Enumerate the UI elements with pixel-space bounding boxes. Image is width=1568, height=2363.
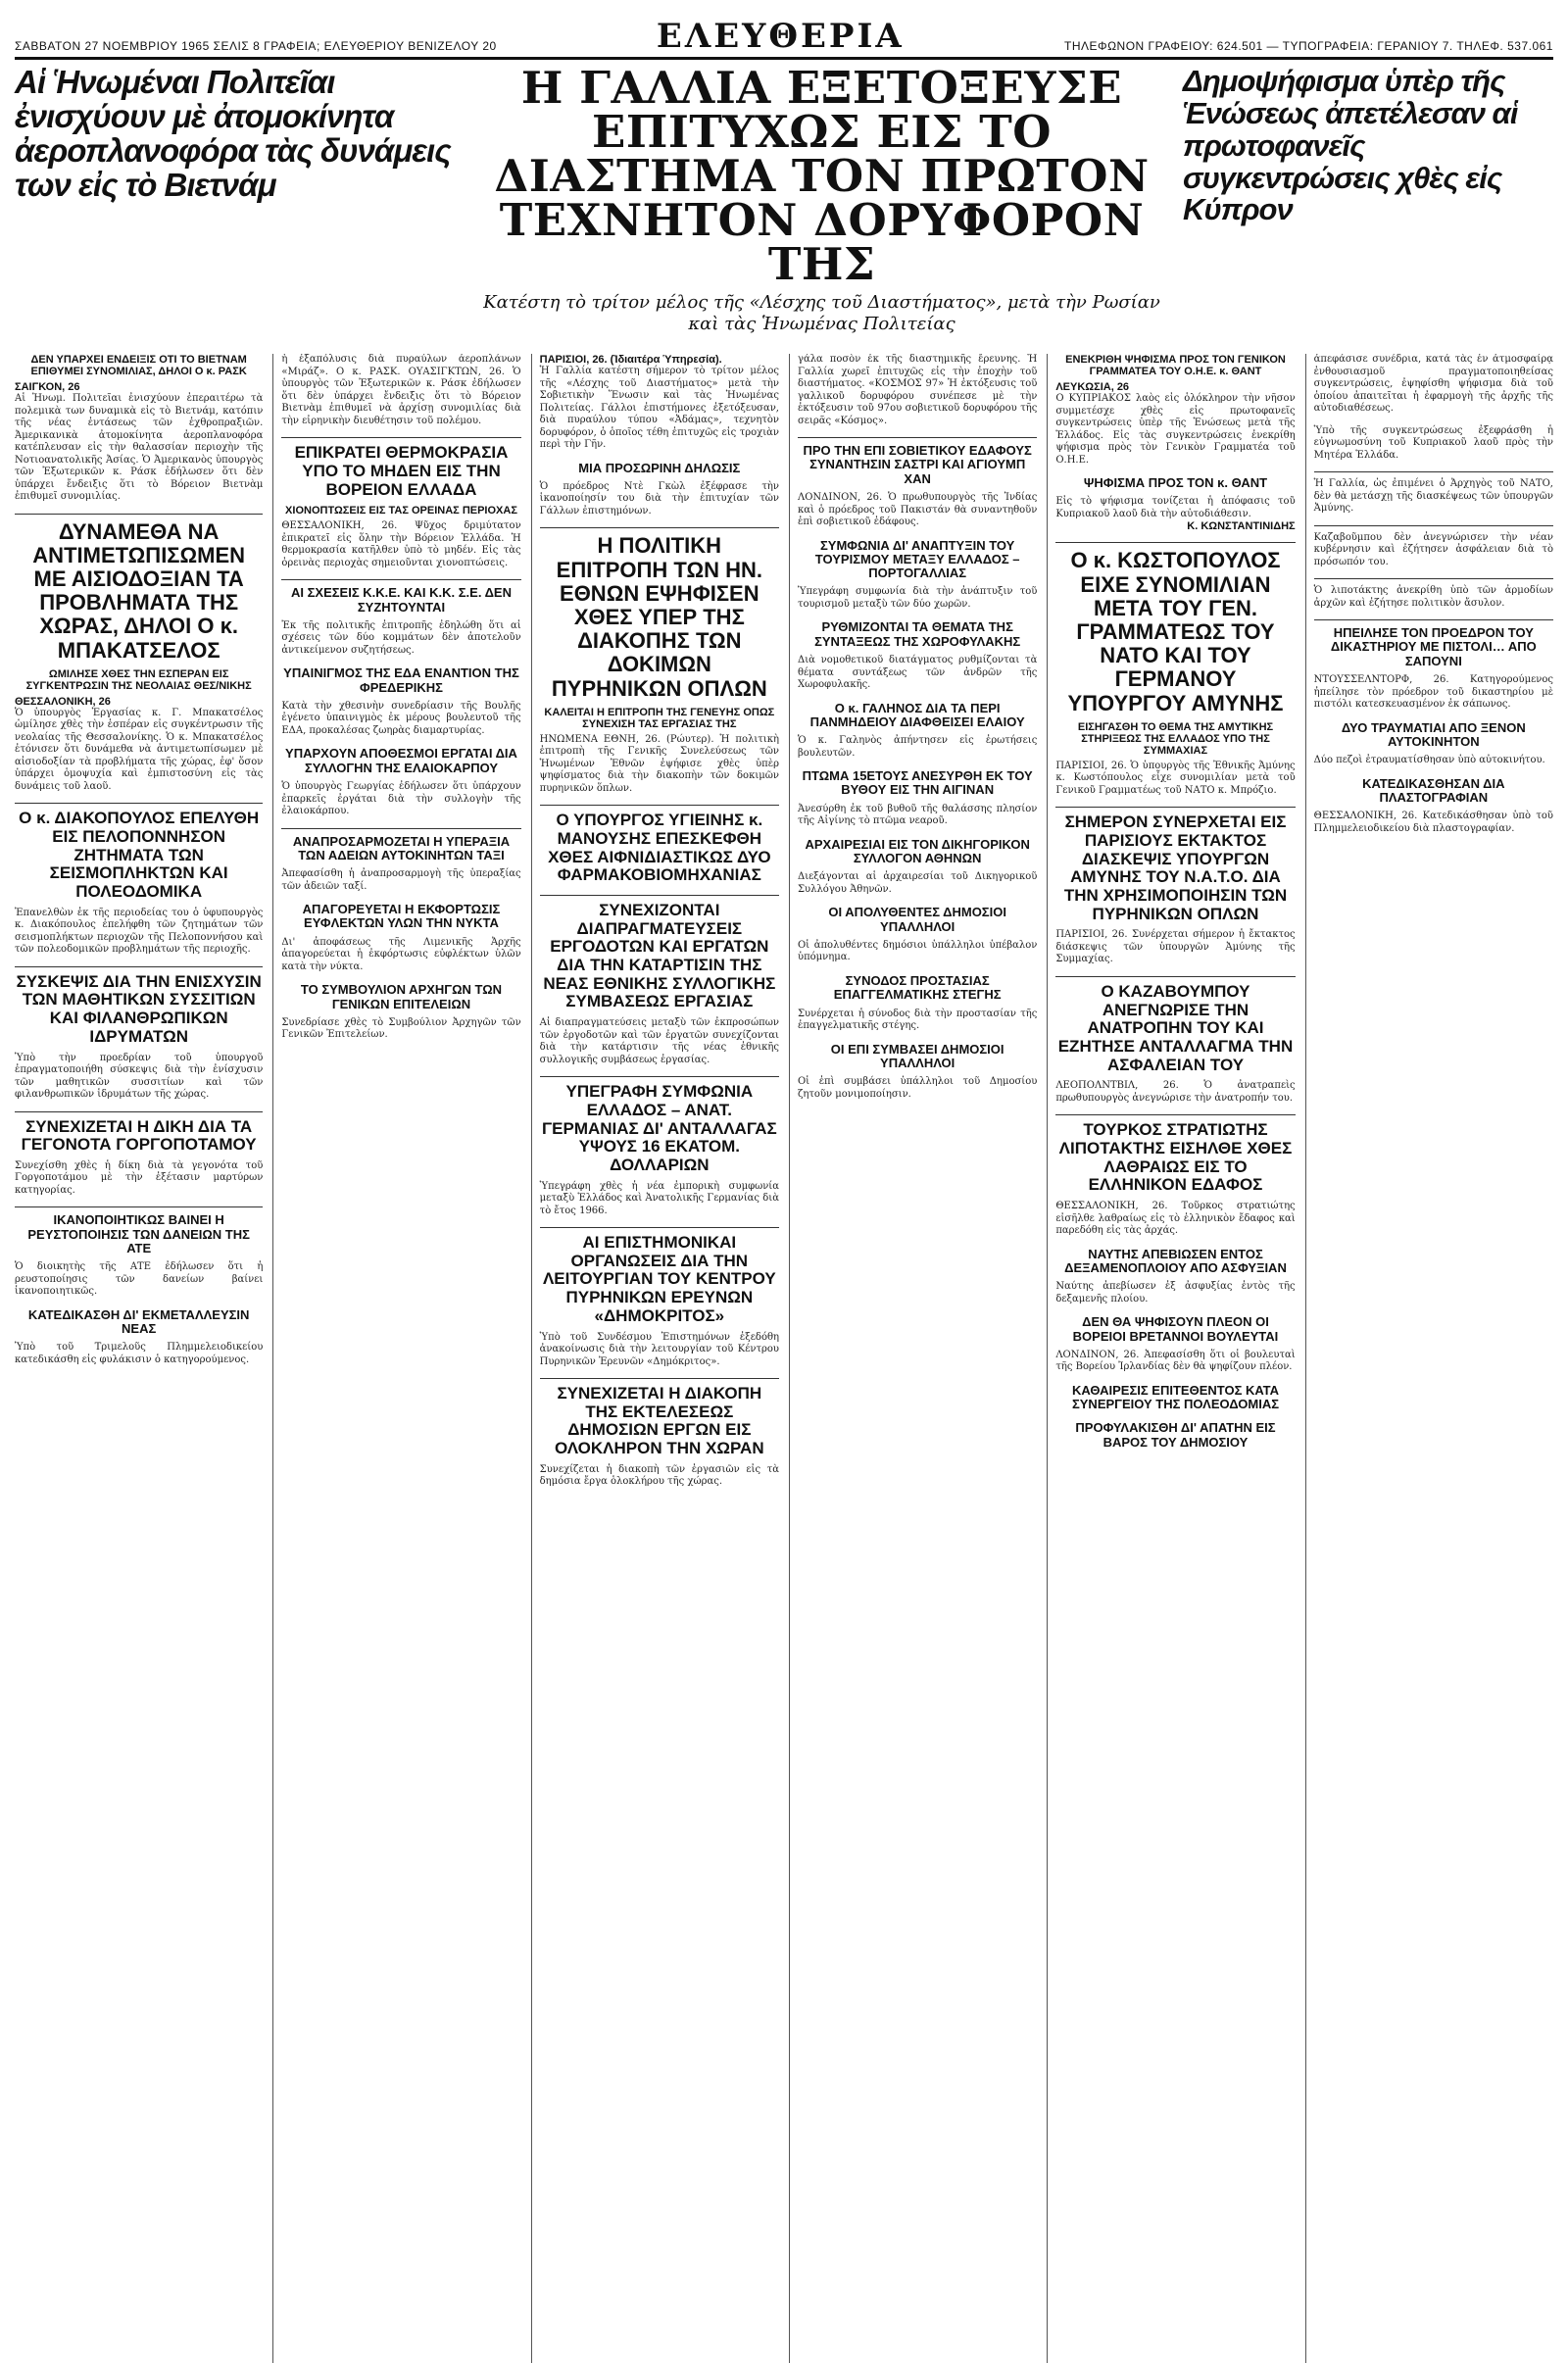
article-body: ΛΕΟΠΟΛΝΤΒΙΛ, 26. Ὁ ἀνατραπεὶς πρωθυπουργὸς ἀνεγνώρισε τὴν ἀνατροπήν του. (1055, 1080, 1296, 1104)
article-body: Ναύτης ἀπεβίωσεν ἐξ ἀσφυξίας ἐντὸς τῆς δεξαμενῆς πλοίου. (1055, 1281, 1296, 1305)
article-headline: Ο κ. ΚΩΣΤΟΠΟΥΛΟΣ ΕΙΧΕ ΣΥΝΟΜΙΛΙΑΝ ΜΕΤΑ ΤΟΥ ΓΕΝ. ΓΡΑΜΜΑΤΕΩΣ ΤΟΥ ΝΑΤΟ ΚΑΙ ΤΟΥ ΓΕΡΜΑΝΟΥ ΥΠΟΥΡΓΟΥ ΑΜΥΝΗΣ (1067, 548, 1284, 715)
article-conviction (15, 1308, 263, 1367)
divider (281, 437, 520, 438)
article-town-planning (1055, 1384, 1295, 1412)
divider (1055, 1114, 1295, 1115)
article-body: Δύο πεζοὶ ἐτραυματίσθησαν ὑπὸ αὐτοκινήτου. (1313, 755, 1545, 766)
newspaper-page (15, 14, 1553, 2268)
divider (540, 1378, 779, 1379)
article-headline: ΚΑΤΕΔΙΚΑΣΘΗ ΔΙ' ΕΚΜΕΤΑΛΛΕΥΣΙΝ ΝΕΑΣ (27, 1306, 250, 1337)
divider (1314, 471, 1553, 472)
article-ate-loans (15, 1213, 263, 1298)
article-body: Καζαβοῦμπου δὲν ἀνεγνώρισεν τὴν νέαν κυβέρνησιν καὶ ἐζήτησεν ἀσφάλειαν διὰ τὸ πρόσωπόν του. (1313, 531, 1553, 567)
column-3 (531, 354, 779, 2363)
article-soap-pistol (1314, 626, 1553, 711)
article-kosmos (798, 354, 1037, 427)
article-headline: ΑΙ ΣΧΕΣΕΙΣ Κ.Κ.Ε. ΚΑΙ Κ.Κ. Σ.Ε. ΔΕΝ ΣΥΖΗΤΟΥΝΤΑΙ (290, 585, 512, 615)
article-ulster-mps (1055, 1315, 1295, 1374)
article-dismissed-staff (798, 906, 1037, 964)
article-body: ΝΤΟΥΣΣΕΛΝΤΟΡΦ, 26. Κατηγορούμενος ἠπείλησε τὸν πρόεδρον τοῦ δικαστηρίου μὲ πιστόλι κατεσκευασμένον ἐκ σάπωνος. (1313, 674, 1553, 711)
article-headline: ΠΡΟ ΤΗΝ ΕΠΙ ΣΟΒΙΕΤΙΚΟΥ ΕΔΑΦΟΥΣ ΣΥΝΑΝΤΗΣΙΝ ΣΑΣΤΡΙ ΚΑΙ ΑΓΙΟΥΜΠ ΧΑΝ (803, 443, 1032, 486)
article-deserter-cont (1314, 585, 1553, 610)
column-5 (1047, 354, 1295, 2363)
article-body: Ἐκ τῆς πολιτικῆς ἐπιτροπῆς ἐδηλώθη ὅτι αἱ σχέσεις τῶν δύο κομμάτων δὲν ἀποτελοῦν ἀντικείμενον συζητήσεως. (281, 619, 521, 656)
article-body: Ὁ κ. Γαληνὸς ἀπήντησεν εἰς ἐρωτήσεις βουλευτῶν. (797, 735, 1038, 759)
article-body: ἀπεφάσισε συνέδρια, κατά τὰς ἐν ἀτμοσφαίρᾳ ἐνθουσιασμοῦ πραγματοποιηθείσας συγκεντρώσεις, ἐψηφίσθη ψήφισμα διὰ τοῦ ὁποίου ἀπαιτεῖται ἡ ἐφαρμογὴ τῆς ἀρχῆς τῆς αὐτοδιαθέσεως. (1313, 354, 1553, 415)
article-body: ΛΟΝΔΙΝΟΝ, 26. Ὁ πρωθυπουργὸς τῆς Ἰνδίας καὶ ὁ πρόεδρος τοῦ Πακιστάν θὰ συναντηθοῦν ἐπὶ σοβιετικοῦ ἐδάφους. (797, 492, 1038, 528)
article-subheadline: ΔΕΝ ΥΠΑΡΧΕΙ ΕΝΔΕΙΞΙΣ ΟΤΙ ΤΟ ΒΙΕΤΝΑΜ ΕΠΙΘΥΜΕΙ ΣΥΝΟΜΙΛΙΑΣ, ΔΗΛΟΙ Ο κ. ΡΑΣΚ (30, 354, 247, 378)
article-body: Διὰ νομοθετικοῦ διατάγματος ρυθμίζονται τὰ θέματα συντάξεως τῶν ἀνδρῶν τῆς Χωροφυλακῆς. (797, 655, 1038, 691)
divider (1055, 542, 1295, 543)
article-headline: ΔΥΟ ΤΡΑΥΜΑΤΙΑΙ ΑΠΟ ΞΕΝΟΝ ΑΥΤΟΚΙΝΗΤΟΝ (1341, 719, 1526, 749)
article-labor (540, 902, 779, 1066)
divider (281, 579, 520, 580)
divider (798, 437, 1037, 438)
divider (281, 828, 520, 829)
article-headline: Η ΠΟΛΙΤΙΚΗ ΕΠΙΤΡΟΠΗ ΤΩΝ ΗΝ. ΕΘΝΩΝ ΕΨΗΦΙΣΕΝ ΧΘΕΣ ΥΠΕΡ ΤΗΣ ΔΙΑΚΟΠΗΣ ΤΩΝ ΔΟΚΙΜΩΝ ΠΥΡΗΝΙΚΩΝ ΟΠΛΩΝ (551, 533, 767, 701)
article-subheadline: ΕΙΣΗΓΑΣΘΗ ΤΟ ΘΕΜΑ ΤΗΣ ΑΜΥΤΙΚΗΣ ΣΤΗΡΙΞΕΩΣ ΤΗΣ ΕΛΛΑΔΟΣ ΥΠΟ ΤΗΣ ΣΥΜΜΑΧΙΑΣ (1077, 720, 1274, 757)
article-forgery (1314, 777, 1553, 836)
article-headline: ΥΠΕΓΡΑΦΗ ΣΥΜΦΩΝΙΑ ΕΛΛΑΔΟΣ – ΑΝΑΤ. ΓΕΡΜΑΝΙΑΣ ΔΙ' ΑΝΤΑΛΛΑΓΑΣ ΥΨΟΥΣ 16 ΕΚΑΤΟΜ. ΔΟΛΛΑΡΙΩΝ (541, 1082, 777, 1174)
article-headline: Ο κ. ΓΑΛΗΝΟΣ ΔΙΑ ΤΑ ΠΕΡΙ ΠΑΝΜΗΔΕΙΟΥ ΔΙΑΦΘΕΙΣΕΙ ΕΛΑΙΟΥ (809, 700, 1025, 729)
article-demokritos (540, 1234, 779, 1368)
article-body: Ὑπὸ τοῦ Τριμελοῦς Πλημμελειοδικείου κατεδικάσθη εἰς φυλάκισιν ὁ κατηγορούμενος. (15, 1342, 264, 1365)
article-taxi (281, 835, 520, 894)
column-1 (15, 354, 263, 2363)
column-4 (789, 354, 1037, 2363)
article-body: Συνεχίζεται ἡ διακοπὴ τῶν ἐργασιῶν εἰς τὰ δημόσια ἔργα ὁλοκλήρου τῆς χώρας. (539, 1463, 779, 1488)
masthead-dateline: ΣΑΒΒΑΤΟΝ 27 ΝΟΕΜΒΡΙΟΥ 1965 ΣΕΛΙΣ 8 ΓΡΑΦΕΙΑ; ΕΛΕΥΘΕΡΙΟΥ ΒΕΝΙΖΕΛΟΥ 20 (15, 39, 497, 53)
article-bar-elections (798, 838, 1037, 897)
article-gdr-agreement (540, 1083, 779, 1217)
article-bakatselos (15, 520, 263, 794)
article-body: γάλα ποσὸν ἐκ τῆς διαστημικῆς ἔρευνης. Ἡ Γαλλία χωρεῖ ἐπιτυχῶς εἰς τὴν ἐποχὴν τοῦ διαστήματος. «ΚΟΣΜΟΣ 97» Ἡ ἐκτόξευσις τοῦ γαλλικοῦ δορυφόρου συνέπεσε μὲ τὴν ἐκτόξευσιν τοῦ 97ου σοβιετικοῦ δορυφόρου τῆς σειρᾶς «Κόσμος». (797, 354, 1038, 426)
article-body: ΘΕΣΣΑΛΟΝΙΚΗ, 26. Κατεδικάσθησαν ὑπὸ τοῦ Πλημμελειοδικείου διὰ πλαστογραφίαν. (1313, 811, 1553, 834)
article-headline: ΑΠΑΓΟΡΕΥΕΤΑΙ Η ΕΚΦΟΡΤΩΣΙΣ ΕΥΦΛΕΚΤΩΝ ΥΛΩΝ ΤΗΝ ΝΥΚΤΑ (302, 902, 501, 931)
article-headline: ΥΠΑΙΝΙΓΜΟΣ ΤΗΣ ΕΔΑ ΕΝΑΝΤΙΟΝ ΤΗΣ ΦΡΕΔΕΡΙΚΗΣ (283, 665, 519, 695)
article-gorgopotamos (15, 1118, 263, 1198)
article-dateline: ΛΕΥΚΩΣΙΑ, 26 (1055, 381, 1130, 394)
article-turkish-deserter (1055, 1121, 1295, 1237)
article-headline: ΣΥΣΚΕΨΙΣ ΔΙΑ ΤΗΝ ΕΝΙΣΧΥΣΙΝ ΤΩΝ ΜΑΘΗΤΙΚΩΝ ΣΥΣΣΙΤΙΩΝ ΚΑΙ ΦΙΛΑΝΘΡΩΠΙΚΩΝ ΙΔΡΥΜΑΤΩΝ (16, 971, 262, 1046)
article-headline: ΟΙ ΕΠΙ ΣΥΜΒΑΣΕΙ ΔΗΜΟΣΙΟΙ ΥΠΑΛΛΗΛΟΙ (830, 1041, 1004, 1070)
article-headline: ΠΡΟΦΥΛΑΚΙΣΘΗ ΔΙ' ΑΠΑΤΗΝ ΕΙΣ ΒΑΡΟΣ ΤΟΥ ΔΗΜΟΣΙΟΥ (1075, 1420, 1276, 1450)
article-meals (15, 973, 263, 1102)
article-body: Διεξάγονται αἱ ἀρχαιρεσίαι τοῦ Δικηγορικοῦ Συλλόγου Ἀθηνῶν. (797, 871, 1038, 895)
article-headline: ΜΙΑ ΠΡΟΣΩΡΙΝΗ ΔΗΛΩΣΙΣ (578, 460, 741, 475)
article-vietnam (15, 354, 263, 504)
article-headline: ΣΥΝΕΧΙΖΕΤΑΙ Η ΔΙΑΚΟΠΗ ΤΗΣ ΕΚΤΕΛΕΣΕΩΣ ΔΗΜΟΣΙΩΝ ΕΡΓΩΝ ΕΙΣ ΟΛΟΚΛΗΡΟΝ ΤΗΝ ΧΩΡΑΝ (555, 1384, 764, 1458)
newspaper-title: ΕΛΕΥΘΕΡΙΑ (656, 17, 905, 56)
article-headline: ΡΥΘΜΙΖΟΝΤΑΙ ΤΑ ΘΕΜΑΤΑ ΤΗΣ ΣΥΝΤΑΞΕΩΣ ΤΗΣ ΧΩΡΟΦΥΛΑΚΗΣ (814, 619, 1021, 649)
article-degaulle (540, 462, 779, 518)
article-body: Κατὰ τὴν χθεσινὴν συνεδρίασιν τῆς Βουλῆς ἐγένετο ὑπαινιγμὸς ἐκ μέρους βουλευτοῦ τῆς ΕΔΑ, προκαλέσας ζωηρὰς διαμαρτυρίας. (281, 700, 521, 736)
article-headline: ΣΗΜΕΡΟΝ ΣΥΝΕΡΧΕΤΑΙ ΕΙΣ ΠΑΡΙΣΙΟΥΣ ΕΚΤΑΚΤΟΣ ΔΙΑΣΚΕΨΙΣ ΥΠΟΥΡΓΩΝ ΑΜΥΝΗΣ ΤΟΥ Ν.Α.Τ.Ο. ΔΙΑ ΤΗΝ ΧΡΗΣΙΜΟΠΟΙΗΣΙΝ ΤΩΝ ΠΥΡΗΝΙΚΩΝ ΟΠΛΩΝ (1063, 812, 1288, 923)
article-staff-council (281, 983, 520, 1042)
article-sailor (1055, 1248, 1295, 1306)
article-cyprus (1055, 354, 1295, 467)
article-headline: ΕΠΙΚΡΑΤΕΙ ΘΕΡΜΟΚΡΑΣΙΑ ΥΠΟ ΤΟ ΜΗΔΕΝ ΕΙΣ ΤΗΝ ΒΟΡΕΙΟΝ ΕΛΛΑΔΑ (294, 443, 509, 499)
article-headline: ΥΠΑΡΧΟΥΝ ΑΠΟΘΕΣΜΟΙ ΕΡΓΑΤΑΙ ΔΙΑ ΣΥΛΛΟΓΗΝ ΤΗΣ ΕΛΑΙΟΚΑΡΠΟΥ (285, 746, 517, 775)
article-fraud (1055, 1421, 1295, 1450)
lead-story-subheadline: Κατέστη τὸ τρίτον μέλος τῆς «Λέσχης τοῦ Διαστήματος», μετὰ τὴν Ρωσίαν καὶ τὰς Ἡνωμένας Πολιτείας (483, 292, 1160, 334)
masthead (15, 14, 1553, 60)
article-headline: ΝΑΥΤΗΣ ΑΠΕΒΙΩΣΕΝ ΕΝΤΟΣ ΔΕΞΑΜΕΝΟΠΛΟΙΟΥ ΑΠΟ ΑΣΦΥΞΙΑΝ (1064, 1246, 1287, 1275)
article-dateline: ΠΑΡΙΣΙΟΙ, 26. (Ἰδιαιτέρα Ὑπηρεσία). (539, 354, 722, 367)
article-body: Ὁ ὑπουργὸς Ἐργασίας κ. Γ. Μπακατσέλος ὡμίλησε χθὲς τὴν ἑσπέραν εἰς συγκέντρωσιν τῆς νεολαίας τῆς Θεσσαλονίκης. Ὁ κ. Μπακατσέλος ἐτόνισεν ὅτι δυνάμεθα νὰ ἀντιμετωπίσωμεν μὲ αἰσιοδοξίαν τὰ προβλήματα τῆς χώρας, ἐφ' ὅσον ὑπάρχει ὁμοψυχία καὶ ἐμπιστοσύνη εἰς τὰς δυνάμεις τοῦ λαοῦ. (15, 707, 264, 792)
article-thant-resolution (1055, 476, 1295, 532)
divider (540, 1227, 779, 1228)
article-public-works (540, 1385, 779, 1489)
article-signature: Κ. ΚΩΝΣΤΑΝΤΙΝΙΔΗΣ (1187, 520, 1296, 533)
article-subheadline: ΕΝΕΚΡΙΘΗ ΨΗΦΙΣΜΑ ΠΡΟΣ ΤΟΝ ΓΕΝΙΚΟΝ ΓΡΑΜΜΑΤΕΑ ΤΟΥ Ο.Η.Ε. κ. ΘΑΝΤ (1065, 354, 1286, 378)
article-body: Συνέρχεται ἡ σύνοδος διὰ τὴν προστασίαν τῆς ἐπαγγελματικῆς στέγης. (797, 1008, 1038, 1032)
divider (1055, 807, 1295, 808)
article-body: ἡ ἐξαπόλυσις διὰ πυραύλων ἀεροπλάνων «Μιράζ». Ο κ. ΡΑΣΚ. ΟΥΑΣΙΓΚΤΩΝ, 26. Ὁ ὑπουργὸς τῶν Ἐξωτερικῶν κ. Ράσκ ἐδήλωσεν ὅτι δὲν ὑπάρχει ἔνδειξις ὅτι τὸ Βόρειον Βιετνὰμ ἐπιθυμεῖ νὰ ἀρχίσῃ συνομιλίας διὰ τὴν εἰρηνικὴν διευθέτησιν τοῦ πολέμου. (281, 354, 521, 426)
article-body: Συνεδρίασε χθὲς τὸ Συμβούλιον Ἀρχηγῶν τῶν Γενικῶν Ἐπιτελείων. (281, 1016, 521, 1041)
divider (1314, 578, 1553, 579)
article-kasavubu (1055, 983, 1295, 1105)
article-car-injuries (1314, 721, 1553, 767)
article-body: ΘΕΣΣΑΛΟΝΙΚΗ, 26. Ψῦχος δριμύτατον ἐπικρατεῖ εἰς ὅλην τὴν Βόρειον Ἑλλάδα. Ἡ θερμοκρασία κατῆλθεν ὑπὸ τὸ μηδέν. Εἰς τὰς ὀρεινὰς περιοχὰς σημειοῦνται χιονοπτώσεις. (281, 520, 521, 568)
article-eda (281, 666, 520, 737)
article-dateline: ΘΕΣΣΑΛΟΝΙΚΗ, 26 (15, 695, 111, 708)
article-diakopoulos (15, 810, 263, 956)
article-body: Ὑπὸ τῆς συγκεντρώσεως ἐξεφράσθη ἡ εὐγνωμοσύνη τοῦ Κυπριακοῦ λαοῦ πρὸς τὴν Μητέρα Ἑλλάδα. (1313, 424, 1553, 461)
banner-headlines (15, 62, 1553, 344)
article-cyprus-cont (1314, 354, 1553, 416)
article-headline: ΚΑΘΑΙΡΕΣΙΣ ΕΠΙΤΕΘΕΝΤΟΣ ΚΑΤΑ ΣΥΝΕΡΓΕΙΟΥ ΤΗΣ ΠΟΛΕΟΔΟΜΙΑΣ (1071, 1382, 1280, 1412)
article-contract-staff (798, 1043, 1037, 1102)
article-headline: ΤΟΥΡΚΟΣ ΣΤΡΑΤΙΩΤΗΣ ΛΙΠΟΤΑΚΤΗΣ ΕΙΣΗΛΘΕ ΧΘΕΣ ΛΑΘΡΑΙΩΣ ΕΙΣ ΤΟ ΕΛΛΗΝΙΚΟΝ ΕΔΑΦΟΣ (1058, 1120, 1293, 1195)
article-headline: ΑΙ ΕΠΙΣΤΗΜΟΝΙΚΑΙ ΟΡΓΑΝΩΣΕΙΣ ΔΙΑ ΤΗΝ ΛΕΙΤΟΥΡΓΙΑΝ ΤΟΥ ΚΕΝΤΡΟΥ ΠΥΡΗΝΙΚΩΝ ΕΡΕΥΝΩΝ «ΔΗΜΟΚΡΙΤΟΣ» (542, 1233, 776, 1325)
article-body: ΠΑΡΙΣΙΟΙ, 26. Ὁ ὑπουργὸς τῆς Ἐθνικῆς Ἀμύνης κ. Κωστόπουλος εἶχε συνομιλίαν μετὰ τοῦ Γενικοῦ Γραμματέως τοῦ ΝΑΤΟ κ. Μπρόζιο. (1055, 760, 1296, 796)
article-body: Συνεχίσθη χθὲς ἡ δίκη διὰ τὰ γεγονότα τοῦ Γοργοποτάμου μὲ τὴν ἐξέτασιν μαρτύρων κατηγορίας. (15, 1159, 264, 1196)
divider (15, 966, 263, 967)
article-headline: ΔΥΝΑΜΕΘΑ ΝΑ ΑΝΤΙΜΕΤΩΠΙΣΩΜΕΝ ΜΕ ΑΙΣΙΟΔΟΞΙΑΝ ΤΑ ΠΡΟΒΛΗΜΑΤΑ ΤΗΣ ΧΩΡΑΣ, ΔΗΛΟΙ Ο κ. ΜΠΑΚΑΤΣΕΛΟΣ (32, 518, 246, 663)
article-headline: ΟΙ ΑΠΟΛΥΘΕΝΤΕΣ ΔΗΜΟΣΙΟΙ ΥΠΑΛΛΗΛΟΙ (828, 905, 1006, 934)
article-headline: ΔΕΝ ΘΑ ΨΗΦΙΣΟΥΝ ΠΛΕΟΝ ΟΙ ΒΟΡΕΙΟΙ ΒΡΕΤΑΝΝΟΙ ΒΟΥΛΕΥΤΑΙ (1072, 1314, 1279, 1344)
divider (1055, 976, 1295, 977)
article-headline: Ο ΚΑΖΑΒΟΥΜΠΟΥ ΑΝΕΓΝΩΡΙΣΕ ΤΗΝ ΑΝΑΤΡΟΠΗΝ ΤΟΥ ΚΑΙ ΕΖΗΤΗΣΕ ΑΝΤΑΛΛΑΓΜΑ ΤΗΝ ΑΣΦΑΛΕΙΑΝ ΤΟΥ (1057, 981, 1294, 1074)
article-body: Ὑπεγράφη συμφωνία διὰ τὴν ἀνάπτυξιν τοῦ τουρισμοῦ μεταξὺ τῶν δύο χωρῶν. (797, 586, 1038, 610)
article-nato-cont (1314, 478, 1553, 516)
divider (540, 527, 779, 528)
article-headline: Ο ΥΠΟΥΡΓΟΣ ΥΓΙΕΙΝΗΣ κ. ΜΑΝΟΥΣΗΣ ΕΠΕΣΚΕΦΘΗ ΧΘΕΣ ΑΙΦΝΙΔΙΑΣΤΙΚΩΣ ΔΥΟ ΦΑΡΜΑΚΟΒΙΟΜΗΧΑΝΙΑΣ (548, 811, 771, 885)
article-rusk (281, 354, 520, 427)
divider (1314, 619, 1553, 620)
article-un-nuclear (540, 534, 779, 795)
article-body: Ὁ λιποτάκτης ἀνεκρίθη ὑπὸ τῶν ἀρμοδίων ἀρχῶν καὶ ἐζήτησε πολιτικὸν ἄσυλον. (1313, 585, 1553, 609)
article-headline: ΑΡΧΑΙΡΕΣΙΑΙ ΕΙΣ ΤΟΝ ΔΙΚΗΓΟΡΙΚΟΝ ΣΥΛΛΟΓΟΝ ΑΘΗΝΩΝ (805, 836, 1030, 866)
article-columns (15, 354, 1553, 2363)
article-subheadline: ΚΑΛΕΙΤΑΙ Η ΕΠΙΤΡΟΠΗ ΤΗΣ ΓΕΝΕΥΗΣ ΟΠΩΣ ΣΥΝΕΧΙΣΗ ΤΑΣ ΕΡΓΑΣΙΑΣ ΤΗΣ (544, 706, 775, 730)
article-olive-workers (281, 747, 520, 817)
article-housing (798, 974, 1037, 1033)
article-headline: ΣΥΝΕΧΙΖΕΤΑΙ Η ΔΙΚΗ ΔΙΑ ΤΑ ΓΕΓΟΝΟΤΑ ΓΟΡΓΟΠΟΤΑΜΟΥ (21, 1116, 257, 1155)
divider (15, 514, 263, 515)
article-body: ΘΕΣΣΑΛΟΝΙΚΗ, 26. Τοῦρκος στρατιώτης εἰσῆλθε λαθραίως εἰς τὸ ἑλληνικὸν ἔδαφος καὶ παρεδόθη εἰς τὰς ἀρχάς. (1055, 1201, 1296, 1237)
article-cyprus-gratitude (1314, 425, 1553, 463)
article-headline: ΣΥΝΟΔΟΣ ΠΡΟΣΤΑΣΙΑΣ ΕΠΑΓΓΕΛΜΑΤΙΚΗΣ ΣΤΕΓΗΣ (833, 972, 1002, 1003)
article-subheadline: ΧΙΟΝΟΠΤΩΣΕΙΣ ΕΙΣ ΤΑΣ ΟΡΕΙΝΑΣ ΠΕΡΙΟΧΑΣ (285, 505, 517, 517)
lead-story-header (468, 62, 1175, 344)
article-body: Ὁ διοικητὴς τῆς ΑΤΕ ἐδήλωσεν ὅτι ἡ ρευστοποίησις τῶν δανείων βαίνει ἱκανοποιητικῶς. (15, 1261, 264, 1298)
article-dateline: ΣΑΙΓΚΟΝ, 26 (15, 381, 80, 394)
article-galinos (798, 702, 1037, 761)
article-body: Αἱ διαπραγματεύσεις μεταξὺ τῶν ἐκπροσώπων τῶν ἐργοδοτῶν καὶ τῶν ἐργατῶν συνεχίζονται διὰ τὴν κατάρτισιν τῆς νέας ἐθνικῆς συλλογικῆς συμβάσεως ἐργασίας. (539, 1017, 779, 1065)
article-headline: ΠΤΩΜΑ 15ΕΤΟΥΣ ΑΝΕΣΥΡΘΗ ΕΚ ΤΟΥ ΒΥΘΟΥ ΕΙΣ ΤΗΝ ΑΙΓΙΝΑΝ (802, 768, 1033, 798)
headline-vietnam: Αἱ Ἡνωμέναι Πολιτεῖαι ἐνισχύουν μὲ ἀτομοκίνητα ἀεροπλανοφόρα τὰς δυνάμεις των εἰς τὸ Βιετνάμ (15, 64, 451, 203)
article-gendarmerie (798, 620, 1037, 691)
divider (1314, 525, 1553, 526)
article-subheadline: ΩΜΙΛΗΣΕ ΧΘΕΣ ΤΗΝ ΕΣΠΕΡΑΝ ΕΙΣ ΣΥΓΚΕΝΤΡΩΣΙΝ ΤΗΣ ΝΕΟΛΑΙΑΣ ΘΕΣ/ΝΙΚΗΣ (25, 667, 252, 692)
article-aegina (798, 769, 1037, 828)
article-kostopoulos (1055, 549, 1295, 797)
article-tourism (798, 539, 1037, 612)
article-body: ΠΑΡΙΣΙΟΙ, 26. Συνέρχεται σήμερον ἡ ἔκτακτος διάσκεψις τῶν ὑπουργῶν Ἀμύνης τῆς Συμμαχίας. (1055, 929, 1296, 965)
article-body: Οἱ ἐπὶ συμβάσει ὑπάλληλοι τοῦ Δημοσίου ζητοῦν μονιμοποίησιν. (797, 1076, 1038, 1100)
article-cold (281, 444, 520, 569)
article-headline: Ο κ. ΔΙΑΚΟΠΟΥΛΟΣ ΕΠΕΛΥΘΗ ΕΙΣ ΠΕΛΟΠΟΝΝΗΣΟΝ ΖΗΤΗΜΑΤΑ ΤΩΝ ΣΕΙΣΜΟΠΛΗΚΤΩΝ ΚΑΙ ΠΟΛΕΟΔΟΜΙΚΑ (19, 809, 260, 902)
divider (15, 1111, 263, 1112)
article-body: Ὑπὸ τοῦ Συνδέσμου Ἐπιστημόνων ἐξεδόθη ἀνακοίνωσις διὰ τὴν λειτουργίαν τοῦ Κέντρου Πυρηνικῶν Ἐρευνῶν «Δημόκριτος». (539, 1331, 779, 1367)
article-body: Ο ΚΥΠΡΙΑΚΟΣ λαὸς εἰς ὁλόκληρον τὴν νῆσον συμμετέσχε χθὲς εἰς πρωτοφανεῖς συγκεντρώσεις ὑπὲρ τῆς Ἑνώσεως μετὰ τῆς Ἑλλάδος. Εἰς τὰς συγκεντρώσεις ἐνεκρίθη ψήφισμα πρὸς τὸν Γενικὸν Γραμματέα τοῦ Ο.Η.Ε. (1055, 393, 1296, 466)
divider (15, 803, 263, 804)
article-body: Ὑπεγράφη χθὲς ἡ νέα ἐμπορικὴ συμφωνία μεταξὺ Ἑλλάδος καὶ Ἀνατολικῆς Γερμανίας διὰ τὸ ἔτος 1966. (539, 1180, 779, 1216)
column-2 (272, 354, 520, 2363)
article-headline: ΙΚΑΝΟΠΟΙΗΤΙΚΩΣ ΒΑΙΝΕΙ Η ΡΕΥΣΤΟΠΟΙΗΣΙΣ ΤΩΝ ΔΑΝΕΙΩΝ ΤΗΣ ΑΤΕ (27, 1212, 250, 1255)
article-kke (281, 586, 520, 657)
article-body: Ὁ πρόεδρος Ντὲ Γκὼλ ἐξέφρασε τὴν ἱκανοποίησίν του διὰ τὴν ἐπιτυχίαν τῶν Γάλλων ἐπιστημόνων. (539, 480, 779, 517)
article-headline: ΣΥΜΦΩΝΙΑ ΔΙ' ΑΝΑΠΤΥΞΙΝ ΤΟΥ ΤΟΥΡΙΣΜΟΥ ΜΕΤΑΞΥ ΕΛΛΑΔΟΣ – ΠΟΡΤΟΓΑΛΛΙΑΣ (814, 537, 1020, 581)
divider (15, 1206, 263, 1207)
headline-cyprus: Δημοψήφισμα ὑπὲρ τῆς Ἑνώσεως ἀπετέλεσαν αἱ πρωτοφανεῖς συγκεντρώσεις χθὲς εἰς Κύπρον (1183, 64, 1518, 227)
article-body: Αἱ Ἡνωμ. Πολιτεῖαι ἐνισχύουν ἐπεραιτέρω τὰ πολεμικὰ των δυναμικὰ εἰς τὸ Βιετνάμ, κατόπιν τῆς νέας ἐντάσεως τῶν ἐχθροπραξιῶν. Ἀμερικανικὰ ἀτομοκίνητα ἀεροπλανοφόρα κατέπλευσαν εἰς τὴν θαλασσίαν περιοχὴν τῆς Νοτιοανατολικῆς Ἀσίας. Ὁ Ἀμερικανὸς ὑπουργὸς τῶν Ἐξωτερικῶν κ. Ράσκ ἐδήλωσεν ὅτι δὲν ὑπάρχει ἔνδειξις ὅτι τὸ Βόρειον Βιετνὰμ ἐπιθυμεῖ συνομιλίας. (15, 393, 264, 503)
article-body: ΗΝΩΜΕΝΑ ΕΘΝΗ, 26. (Ρώυτερ). Ἡ πολιτικὴ ἐπιτροπὴ τῆς Γενικῆς Συνελεύσεως τῶν Ἡνωμένων Ἐθνῶν ἐψήφισε χθὲς ὑπὲρ ψηφίσματος διὰ τὴν διακοπὴν τῶν δοκιμῶν πυρηνικῶν ὅπλων. (539, 733, 779, 794)
article-headline: ΗΠΕΙΛΗΣΕ ΤΟΝ ΠΡΟΕΔΡΟΝ ΤΟΥ ΔΙΚΑΣΤΗΡΙΟΥ ΜΕ ΠΙΣΤΟΛΙ… ΑΠΟ ΣΑΠΟΥΝΙ (1330, 625, 1537, 668)
divider (540, 805, 779, 806)
article-body: Εἰς τὸ ψήφισμα τονίζεται ἡ ἀπόφασις τοῦ Κυπριακοῦ λαοῦ διὰ τὴν αὐτοδιάθεσιν. (1055, 496, 1296, 519)
article-body: Ὁ ὑπουργὸς Γεωργίας ἐδήλωσεν ὅτι ὑπάρχουν ἐπαρκεῖς ἐργάται διὰ τὴν συλλογὴν τῆς ἐλαιοκάρπου. (281, 781, 521, 817)
masthead-contacts: ΤΗΛΕΦΩΝΟΝ ΓΡΑΦΕΙΟΥ: 624.501 — ΤΥΠΟΓΡΑΦΕΙΑ: ΓΕΡΑΝΙΟΥ 7. ΤΗΛΕΦ. 537.061 (1063, 39, 1553, 53)
article-body: Ἀνεσύρθη ἐκ τοῦ βυθοῦ τῆς θαλάσσης πλησίον τῆς Αἰγίνης τὸ πτῶμα νεαροῦ. (797, 803, 1038, 827)
article-france-satellite (540, 354, 779, 452)
divider (540, 895, 779, 896)
article-body: Ἀπεφασίσθη ἡ ἀναπροσαρμογὴ τῆς ὑπεραξίας τῶν ἀδειῶν ταξί. (281, 868, 521, 892)
article-headline: ΨΗΦΙΣΜΑ ΠΡΟΣ ΤΟΝ κ. ΘΑΝΤ (1083, 475, 1268, 491)
article-body: ΛΟΝΔΙΝΟΝ, 26. Ἀπεφασίσθη ὅτι οἱ βουλευταὶ τῆς Βορείου Ἰρλανδίας δὲν θὰ ψηφίζουν πλέον. (1055, 1349, 1296, 1373)
article-body: Ἡ Γαλλία κατέστη σήμερον τὸ τρίτον μέλος τῆς «Λέσχης τοῦ Διαστήματος» μετὰ τὴν Σοβιετικὴν Ἕνωσιν καὶ τὰς Ἡνωμένας Πολιτείας. Γάλλοι ἐπιστήμονες ἐξετόξευσαν, διὰ πυραύλου τύπου «Ἀδάμας», τεχνητὸν δορυφόρον, ὁ ὁποῖος τέθη ἐπιτυχῶς εἰς τροχιὰν περὶ τὴν Γῆν. (539, 366, 779, 451)
article-flammables (281, 903, 520, 973)
article-nato-conference (1055, 813, 1295, 966)
article-headline: ΑΝΑΠΡΟΣΑΡΜΟΖΕΤΑΙ Η ΥΠΕΡΑΞΙΑ ΤΩΝ ΑΔΕΙΩΝ ΑΥΤΟΚΙΝΗΤΩΝ ΤΑΞΙ (292, 833, 511, 862)
article-body: Ἐπανελθὼν ἐκ τῆς περιοδείας του ὁ ὑφυπουργὸς κ. Διακόπουλος ἐπελήφθη τῶν ζητημάτων τῶν σεισμοπλήκτων περιοχῶν τῆς Πελοποννήσου καὶ τῶν πολεοδομικῶν προβλημάτων τῆς περιοχῆς. (15, 907, 264, 956)
article-shastri (798, 444, 1037, 528)
article-kasavubu-cont (1314, 532, 1553, 569)
article-body: Οἱ ἀπολυθέντες δημόσιοι ὑπάλληλοι ὑπέβαλον ὑπόμνημα. (797, 939, 1038, 963)
divider (540, 1076, 779, 1077)
article-headline: ΚΑΤΕΔΙΚΑΣΘΗΣΑΝ ΔΙΑ ΠΛΑΣΤΟΓΡΑΦΙΑΝ (1362, 775, 1505, 805)
article-manousis (540, 812, 779, 885)
headline-france-satellite: Η ΓΑΛΛΙΑ ΕΞΕΤΟΞΕΥΣΕ ΕΠΙΤΥΧΩΣ ΕΙΣ ΤΟ ΔΙΑΣΤΗΜΑ ΤΟΝ ΠΡΩΤΟΝ ΤΕΧΝΗΤΟΝ ΔΟΡΥΦΟΡΟΝ ΤΗΣ (494, 62, 1150, 290)
article-headline: ΣΥΝΕΧΙΖΟΝΤΑΙ ΔΙΑΠΡΑΓΜΑΤΕΥΣΕΙΣ ΕΡΓΟΔΟΤΩΝ ΚΑΙ ΕΡΓΑΤΩΝ ΔΙΑ ΤΗΝ ΚΑΤΑΡΤΙΣΙΝ ΤΗΣ ΝΕΑΣ ΕΘΝΙΚΗΣ ΣΥΛΛΟΓΙΚΗΣ ΣΥΜΒΑΣΕΩΣ ΕΡΓΑΣΙΑΣ (543, 901, 776, 1011)
article-body: Ἡ Γαλλία, ὡς ἐπιμένει ὁ Ἀρχηγὸς τοῦ ΝΑΤΟ, δὲν θὰ μετάσχῃ τῆς διασκέψεως τῶν ὑπουργῶν Ἀμύνης. (1313, 478, 1553, 515)
column-6 (1305, 354, 1553, 2363)
article-headline: ΤΟ ΣΥΜΒΟΥΛΙΟΝ ΑΡΧΗΓΩΝ ΤΩΝ ΓΕΝΙΚΩΝ ΕΠΙΤΕΛΕΙΩΝ (300, 982, 503, 1011)
article-body: Δι' ἀποφάσεως τῆς Λιμενικῆς Ἀρχῆς ἀπαγορεύεται ἡ ἐκφόρτωσις εὐφλέκτων ὑλῶν κατὰ τὴν νύκτα. (281, 936, 521, 972)
article-body: Ὑπὸ τὴν προεδρίαν τοῦ ὑπουργοῦ ἐπραγματοποιήθη σύσκεψις διὰ τὴν ἐνίσχυσιν τῶν μαθητικῶν συσσιτίων καὶ τῶν φιλανθρωπικῶν ἱδρυμάτων τῆς χώρας. (15, 1052, 264, 1100)
